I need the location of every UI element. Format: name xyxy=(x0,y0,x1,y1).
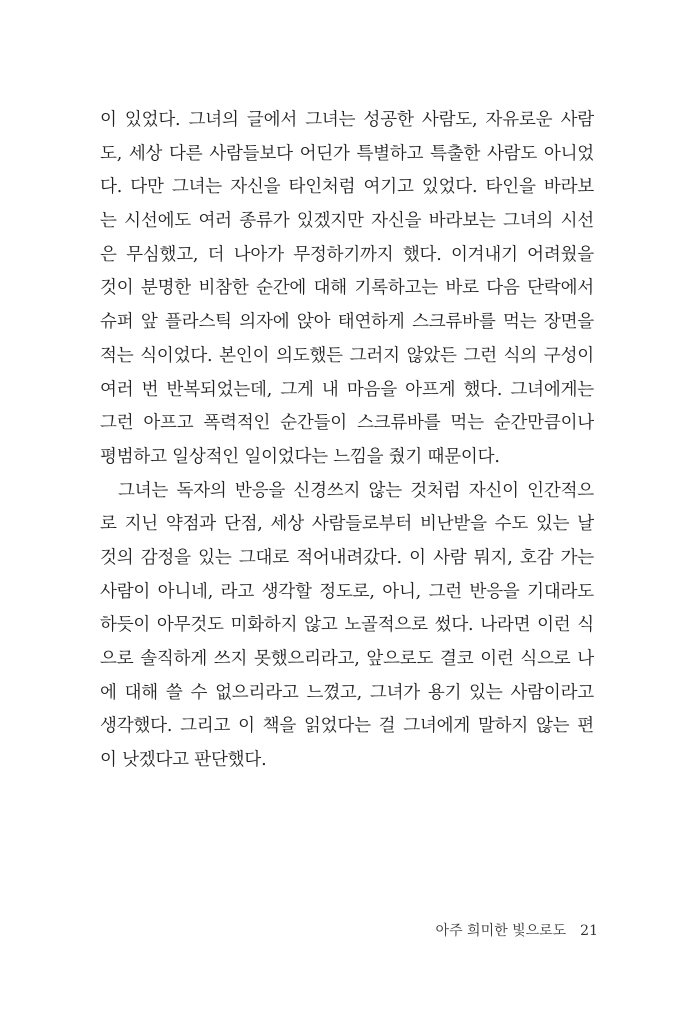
text-line: 도, 세상 다른 사람들보다 어딘가 특별하고 특출한 사람도 아니었 xyxy=(100,143,594,164)
text-line: 적는 식이었다. 본인이 의도했든 그러지 않았든 그런 식의 구성이 xyxy=(100,345,594,366)
text-line: 그녀는 독자의 반응을 신경쓰지 않는 것처럼 자신이 인간적으 xyxy=(118,480,594,501)
page-footer xyxy=(436,920,598,940)
text-line: 사람이 아니네, 라고 생각할 정도로, 아니, 그런 반응을 기대라도 xyxy=(100,581,594,602)
text-line: 으로 솔직하게 쓰지 못했으리라고, 앞으로도 결코 이런 식으로 나 xyxy=(100,649,594,669)
text-line: 에 대해 쓸 수 없으리라고 느꼈고, 그녀가 용기 있는 사람이라고 xyxy=(100,682,594,703)
text-line: 생각했다. 그리고 이 책을 읽었다는 걸 그녀에게 말하지 않는 편 xyxy=(100,716,594,737)
running-title: 아주 희미한 빛으로도 xyxy=(435,923,567,939)
paragraph-2 xyxy=(100,475,594,778)
text-line: 다. 다만 그녀는 자신을 타인처럼 여기고 있었다. 타인을 바라보 xyxy=(100,177,594,198)
text-line: 것의 감정을 있는 그대로 적어내려갔다. 이 사람 뭐지, 호감 가는 xyxy=(100,547,594,568)
text-line: 여러 번 반복되었는데, 그게 내 마음을 아프게 했다. 그녀에게는 xyxy=(100,379,594,400)
text-line: 로 지닌 약점과 단점, 세상 사람들로부터 비난받을 수도 있는 날 xyxy=(100,514,594,535)
page-number: 21 xyxy=(580,923,598,939)
text-line: 하듯이 아무것도 미화하지 않고 노골적으로 썼다. 나라면 이런 식 xyxy=(100,615,594,636)
text-line: 것이 분명한 비참한 순간에 대해 기록하고는 바로 다음 단락에서 xyxy=(100,278,594,299)
text-line: 평범하고 일상적인 일이었다는 느낌을 줬기 때문이다. xyxy=(100,446,500,467)
text-line: 이 낫겠다고 판단했다. xyxy=(100,750,267,771)
text-line: 슈퍼 앞 플라스틱 의자에 앉아 태연하게 스크류바를 먹는 장면을 xyxy=(100,312,594,333)
paragraph-1 xyxy=(100,104,594,475)
body-text xyxy=(100,104,594,778)
text-line: 는 시선에도 여러 종류가 있겠지만 자신을 바라보는 그녀의 시선 xyxy=(100,211,594,232)
text-line: 이 있었다. 그녀의 글에서 그녀는 성공한 사람도, 자유로운 사람 xyxy=(100,110,594,130)
text-line: 그런 아프고 폭력적인 순간들이 스크류바를 먹는 순간만큼이나 xyxy=(100,413,594,434)
text-line: 은 무심했고, 더 나아가 무정하기까지 했다. 이겨내기 어려웠을 xyxy=(100,244,594,265)
